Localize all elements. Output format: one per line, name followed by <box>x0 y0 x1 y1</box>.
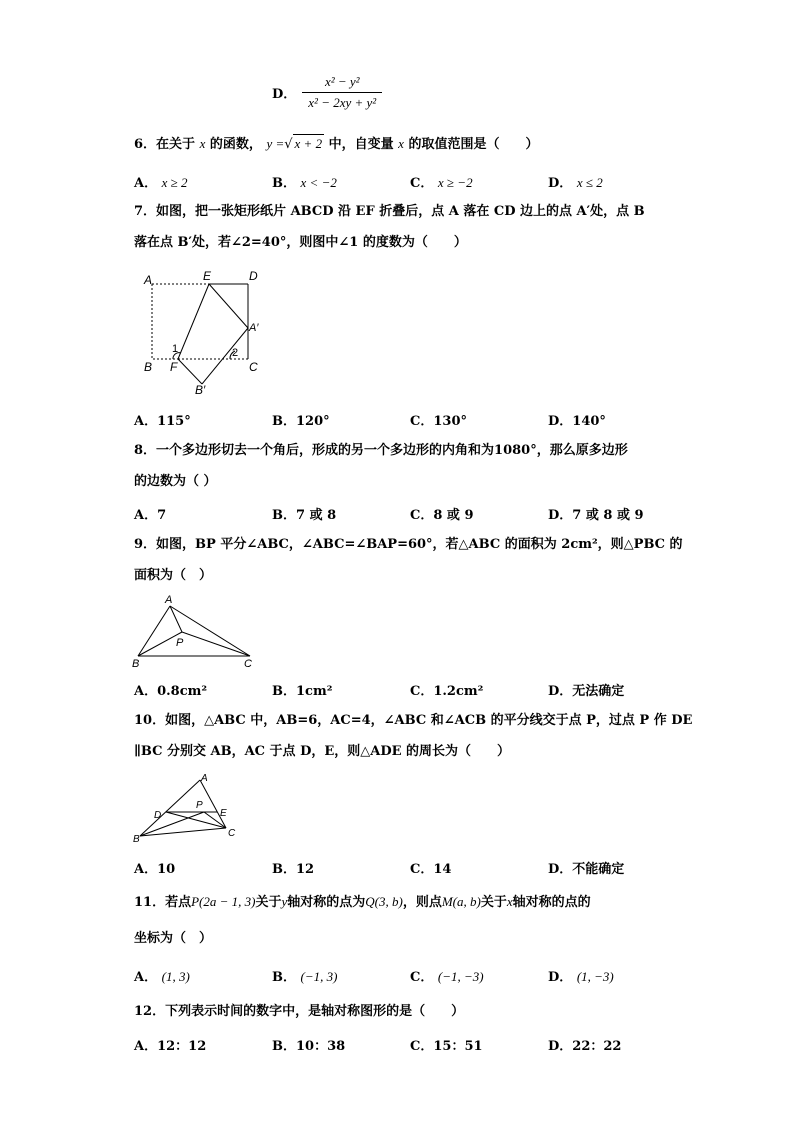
q7-label-a-prime: A′ <box>249 322 259 334</box>
q11-option-c[interactable] <box>410 966 484 985</box>
option-value: 无法确定 <box>572 684 625 699</box>
q10-side-bc <box>140 828 226 836</box>
option-label: B． <box>272 862 296 877</box>
q8-line1: 8．一个多边形切去一个角后，形成的另一个多边形的内角和为1080°，那么原多边形 <box>134 443 628 458</box>
q10-line2: ∥BC 分别交 AB，AC 于点 D，E，则△ADE 的周长为（ ） <box>134 744 511 759</box>
q9-option-a[interactable] <box>134 680 207 699</box>
option-value: 15：51 <box>433 1039 483 1054</box>
q11-point-q: Q(3, b) <box>365 894 403 909</box>
option-value: 7 或 8 或 9 <box>572 508 644 523</box>
option-label: B． <box>272 1039 296 1054</box>
q5-fraction <box>302 74 382 111</box>
option-label: D． <box>548 176 573 191</box>
option-label: C． <box>410 970 434 985</box>
q10-side-ac <box>200 780 226 828</box>
q7-label-b: B <box>144 360 153 374</box>
q7-line-ef <box>178 284 209 359</box>
q10-option-a[interactable] <box>134 858 175 877</box>
option-label: B． <box>272 508 296 523</box>
option-label: A． <box>134 970 158 985</box>
q9-side-ab <box>138 606 170 656</box>
option-value: 1.2cm² <box>433 684 484 699</box>
q8-line2: 的边数为（ ） <box>134 474 217 489</box>
q11-option-b[interactable] <box>272 966 337 985</box>
q9-line2: 面积为（ ） <box>134 568 213 583</box>
option-label: D． <box>548 1039 573 1054</box>
q7-option-a[interactable] <box>134 410 191 429</box>
q7-label-angle1: 1 <box>172 343 179 355</box>
option-value: 7 或 8 <box>296 508 337 523</box>
q5-option-d <box>272 72 382 112</box>
q5-denominator: x² − 2xy + y² <box>308 94 377 110</box>
q7-label-c: C <box>249 360 258 374</box>
q11-text: 轴对称的点的 <box>512 895 591 910</box>
option-value: x < −2 <box>300 175 337 190</box>
option-value: 不能确定 <box>572 862 625 877</box>
q7-figure <box>140 268 270 396</box>
q9-label-c: C <box>244 658 252 670</box>
option-value: 130° <box>433 414 467 429</box>
q11-text: 关于 <box>255 895 282 910</box>
q11-point-p: P(2a − 1, 3) <box>191 894 256 909</box>
option-label: D． <box>548 862 573 877</box>
q7-line-ea2 <box>209 284 248 328</box>
q7-label-b-prime: B′ <box>195 383 206 396</box>
q12-line1: 12．下列表示时间的数字中，是轴对称图形的是（ ） <box>134 1004 465 1019</box>
q9-option-d[interactable] <box>548 680 624 699</box>
option-value: 1cm² <box>296 684 333 699</box>
option-value: x ≥ −2 <box>437 175 473 190</box>
q8-option-b[interactable] <box>272 504 336 523</box>
option-value: 12：12 <box>157 1039 207 1054</box>
q10-line1: 10．如图，△ABC 中，AB=6，AC=4，∠ABC 和∠ACB 的平分线交于点 P，过点 P 作 DE <box>134 713 693 728</box>
q8-option-c[interactable] <box>410 504 474 523</box>
q12-option-c[interactable] <box>410 1035 483 1054</box>
option-label: A． <box>134 862 158 877</box>
q11-line2: 坐标为（ ） <box>134 931 213 946</box>
option-value: 0.8cm² <box>157 684 208 699</box>
q9-label-p: P <box>176 637 184 649</box>
q10-label-b: B <box>133 834 140 845</box>
option-value: 8 或 9 <box>433 508 474 523</box>
option-value: 14 <box>433 862 452 877</box>
q7-label-angle2: 2 <box>232 347 239 359</box>
q7-label-a: A <box>144 273 153 287</box>
q11-line1 <box>134 893 591 912</box>
option-label: A． <box>134 414 158 429</box>
option-value: (−1, −3) <box>437 969 484 984</box>
option-value: (1, 3) <box>161 969 190 984</box>
q6-text: 的函数， <box>209 137 262 152</box>
q6-var: x <box>398 136 404 151</box>
q12-option-b[interactable] <box>272 1035 345 1054</box>
q6-option-a[interactable] <box>134 172 188 191</box>
q11-text: ，则点 <box>402 895 442 910</box>
q10-option-b[interactable] <box>272 858 314 877</box>
q11-text: 11．若点 <box>134 895 192 910</box>
option-label: B． <box>272 970 296 985</box>
q7-label-d: D <box>249 269 258 283</box>
q10-label-d: D <box>154 810 162 821</box>
q10-side-ab <box>140 780 200 836</box>
option-label: C． <box>410 414 434 429</box>
q9-option-b[interactable] <box>272 680 332 699</box>
q7-option-b[interactable] <box>272 410 330 429</box>
q11-option-d[interactable] <box>548 966 614 985</box>
option-label: C． <box>410 862 434 877</box>
q10-label-a: A <box>201 773 208 784</box>
q9-figure <box>130 592 260 670</box>
option-label: B． <box>272 176 296 191</box>
q10-segment-dc <box>166 812 226 828</box>
q11-point-m: M(a, b) <box>441 894 481 909</box>
q7-line-fb2 <box>178 359 202 384</box>
q10-label-c: C <box>228 828 236 839</box>
q9-line1: 9．如图，BP 平分∠ABC，∠ABC=∠BAP=60°，若△ABC 的面积为 2cm²，则△PBC 的 <box>134 537 683 552</box>
q8-option-a[interactable] <box>134 504 166 523</box>
q10-option-c[interactable] <box>410 858 451 877</box>
option-value: 120° <box>296 414 330 429</box>
q6-formula: y = <box>266 136 285 151</box>
q12-option-a[interactable] <box>134 1035 206 1054</box>
q9-segment-pc <box>182 632 250 656</box>
q6-text: 的取值范围是（ ） <box>408 137 539 152</box>
option-label: D． <box>548 414 573 429</box>
option-value: (−1, 3) <box>300 969 338 984</box>
q7-label-f: F <box>170 360 178 374</box>
q10-label-e: E <box>220 808 227 819</box>
q10-segment-bp <box>140 812 204 836</box>
q6-sqrt: x + 2 <box>294 136 323 151</box>
option-label: D． <box>548 684 573 699</box>
option-value: 10 <box>157 862 176 877</box>
option-label: A． <box>134 684 158 699</box>
option-value: 140° <box>572 414 606 429</box>
option-label: D． <box>548 508 573 523</box>
q11-option-a[interactable] <box>134 966 190 985</box>
option-value: x ≥ 2 <box>161 175 188 190</box>
q10-label-p: P <box>196 800 203 811</box>
q6-option-c[interactable] <box>410 172 473 191</box>
q7-line1: 7．如图，把一张矩形纸片 ABCD 沿 EF 折叠后，点 A 落在 CD 边上的点 A′处，点 B <box>134 204 645 219</box>
option-value: (1, −3) <box>576 969 614 984</box>
q9-option-c[interactable] <box>410 680 483 699</box>
q5-numerator: x² − y² <box>302 74 382 93</box>
q11-axis: x <box>506 894 513 909</box>
option-value: 22：22 <box>572 1039 622 1054</box>
option-label: C． <box>410 684 434 699</box>
q11-text: 关于 <box>480 895 507 910</box>
option-value: 7 <box>157 508 167 523</box>
option-label: C． <box>410 1039 434 1054</box>
q7-option-c[interactable] <box>410 410 467 429</box>
q10-option-d[interactable] <box>548 858 624 877</box>
q9-label-a: A <box>165 594 173 606</box>
q12-option-d[interactable] <box>548 1035 621 1054</box>
option-label: D． <box>548 970 573 985</box>
option-label: B． <box>272 684 296 699</box>
option-value: x ≤ 2 <box>576 175 603 190</box>
option-label: C． <box>410 176 434 191</box>
q6-stem: 6．在关于 x 的函数， y =√ x + 2 中，自变量 x 的取值范围是（ ） <box>134 136 539 152</box>
q6-text: 中，自变量 <box>328 137 394 152</box>
q7-option-d[interactable] <box>548 410 606 429</box>
q7-line-b2a2 <box>202 328 248 384</box>
option-label: A． <box>134 176 158 191</box>
q10-figure <box>130 770 250 846</box>
q6-text: 6．在关于 <box>134 137 196 152</box>
q5-option-label: D． <box>272 86 297 102</box>
q11-axis: y <box>281 894 288 909</box>
q9-label-b: B <box>132 658 140 670</box>
q6-option-b[interactable] <box>272 172 337 191</box>
q6-var: x <box>199 136 206 151</box>
q7-line2: 落在点 B′处，若∠2=40°，则图中∠1 的度数为（ ） <box>134 235 467 250</box>
option-value: 115° <box>157 414 191 429</box>
option-label: B． <box>272 414 296 429</box>
q6-option-d[interactable] <box>548 172 603 191</box>
option-label: A． <box>134 1039 158 1054</box>
option-label: C． <box>410 508 434 523</box>
option-label: A． <box>134 508 158 523</box>
q11-text: 轴对称的点为 <box>287 895 366 910</box>
q8-option-d[interactable] <box>548 504 644 523</box>
option-value: 12 <box>296 862 315 877</box>
option-value: 10：38 <box>296 1039 346 1054</box>
q7-label-e: E <box>203 269 212 283</box>
